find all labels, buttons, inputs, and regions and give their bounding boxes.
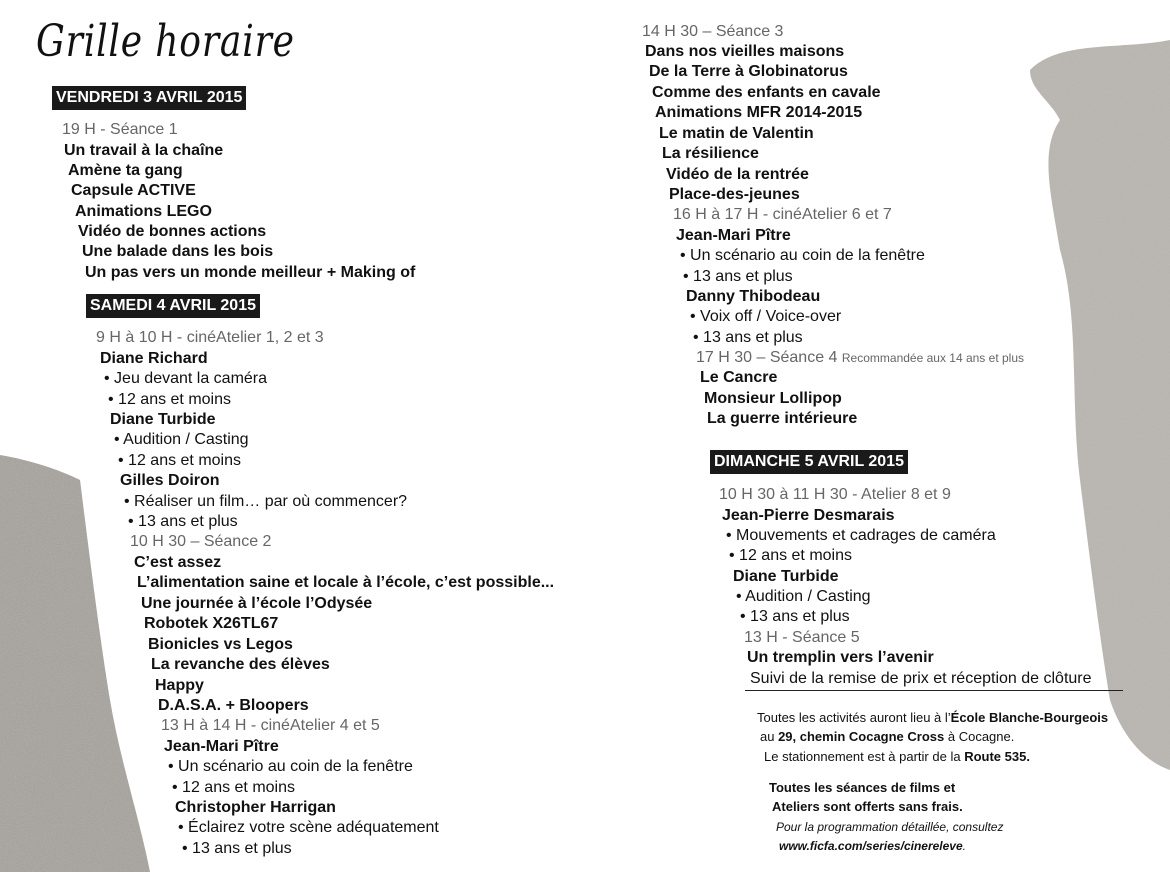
film-title: Dans nos vieilles maisons xyxy=(645,43,845,60)
address: 29, chemin Cocagne Cross xyxy=(778,729,945,744)
instructor-name: Diane Turbide xyxy=(110,411,216,428)
film-title: Vidéo de la rentrée xyxy=(666,166,809,183)
film-title: Place-des-jeunes xyxy=(669,186,800,203)
workshop-time: 16 H à 17 H - cinéAtelier 6 et 7 xyxy=(673,206,892,223)
film-title: C’est assez xyxy=(134,554,222,571)
instructor-name: Christopher Harrigan xyxy=(175,799,336,816)
session-time: 10 H 30 – Séance 2 xyxy=(130,533,272,550)
day-header-saturday: SAMEDI 4 AVRIL 2015 xyxy=(86,294,260,318)
free-line-1: Toutes les séances de films et xyxy=(769,780,956,795)
instructor-name: Jean-Mari Pître xyxy=(676,227,791,244)
film-title: La revanche des élèves xyxy=(151,656,330,673)
divider xyxy=(745,690,1123,691)
workshop-topic: • Audition / Casting xyxy=(736,587,871,607)
instructor-name: Jean-Pierre Desmarais xyxy=(722,507,895,524)
workshop-topic: • Jeu devant la caméra xyxy=(104,369,267,389)
workshop-time: 9 H à 10 H - cinéAtelier 1, 2 et 3 xyxy=(96,329,324,346)
address-prefix: au xyxy=(760,729,779,744)
film-title: Amène ta gang xyxy=(68,162,183,179)
film-title: Animations LEGO xyxy=(75,203,212,220)
session-time-row xyxy=(696,348,1024,368)
day-header-friday: VENDREDI 3 AVRIL 2015 xyxy=(52,86,246,110)
age-group: • 13 ans et plus xyxy=(740,607,850,627)
film-title: Bionicles vs Legos xyxy=(148,636,293,653)
website-period: . xyxy=(962,839,966,853)
parking-text: Le stationnement est à partir de la xyxy=(764,749,965,764)
session-time: 14 H 30 – Séance 3 xyxy=(642,23,784,40)
closing-note: Suivi de la remise de prix et réception de clôture xyxy=(750,670,1092,687)
program-note: Pour la programmation détaillée, consultez xyxy=(776,820,1004,834)
workshop-time: 10 H 30 à 11 H 30 - Atelier 8 et 9 xyxy=(719,486,951,503)
venue-line xyxy=(757,709,1108,726)
workshop-topic: • Mouvements et cadrages de caméra xyxy=(726,526,996,546)
film-title: Une balade dans les bois xyxy=(82,243,274,260)
age-group: • 13 ans et plus xyxy=(128,512,238,532)
film-title: Robotek X26TL67 xyxy=(144,615,279,632)
age-group: • 13 ans et plus xyxy=(683,267,793,287)
instructor-name: Jean-Mari Pître xyxy=(164,738,279,755)
film-title: Vidéo de bonnes actions xyxy=(78,223,267,240)
age-group: • 12 ans et moins xyxy=(729,546,852,566)
film-title: Un pas vers un monde meilleur + Making of xyxy=(85,264,416,281)
venue-text: Toutes les activités auront lieu à l’ xyxy=(757,710,951,725)
workshop-topic: • Éclairez votre scène adéquatement xyxy=(178,818,439,838)
film-title: Une journée à l’école l’Odysée xyxy=(141,595,373,612)
website-url[interactable]: www.ficfa.com/series/cinereleve xyxy=(779,839,963,853)
session-time: 13 H - Séance 5 xyxy=(744,629,860,646)
age-group: • 13 ans et plus xyxy=(693,328,803,348)
film-title: Un tremplin vers l’avenir xyxy=(747,649,934,666)
workshop-time: 13 H à 14 H - cinéAtelier 4 et 5 xyxy=(161,717,380,734)
film-title: La guerre intérieure xyxy=(707,410,858,427)
film-title: Happy xyxy=(155,677,204,694)
age-group: • 12 ans et moins xyxy=(108,390,231,410)
film-title: D.A.S.A. + Bloopers xyxy=(158,697,309,714)
address-suffix: à Cocagne. xyxy=(944,729,1015,744)
instructor-name: Gilles Doiron xyxy=(120,472,220,489)
film-title: Comme des enfants en cavale xyxy=(652,84,881,101)
film-title: La résilience xyxy=(662,145,759,162)
website-line xyxy=(779,838,966,855)
film-title: Le Cancre xyxy=(700,369,778,386)
film-title: De la Terre à Globinatorus xyxy=(649,63,848,80)
film-title: Le matin de Valentin xyxy=(659,125,814,142)
film-title: Animations MFR 2014-2015 xyxy=(655,104,863,121)
page-title: Grille horaire xyxy=(36,16,295,67)
workshop-topic: • Un scénario au coin de la fenêtre xyxy=(168,757,413,777)
parking-line xyxy=(764,748,1030,765)
instructor-name: Diane Turbide xyxy=(733,568,839,585)
age-group: • 12 ans et moins xyxy=(118,451,241,471)
film-title: Un travail à la chaîne xyxy=(64,142,224,159)
session-time: 17 H 30 – Séance 4 xyxy=(696,349,838,366)
age-group: • 13 ans et plus xyxy=(182,839,292,859)
free-line-2: Ateliers sont offerts sans frais. xyxy=(772,799,963,814)
film-title: L’alimentation saine et locale à l’école, c’est possible... xyxy=(137,574,555,591)
day-header-sunday: DIMANCHE 5 AVRIL 2015 xyxy=(710,450,908,474)
workshop-topic: • Voix off / Voice-over xyxy=(690,307,841,327)
workshop-topic: • Un scénario au coin de la fenêtre xyxy=(680,246,925,266)
session-note: Recommandée aux 14 ans et plus xyxy=(841,351,1024,365)
session-time: 19 H - Séance 1 xyxy=(62,121,178,138)
age-group: • 12 ans et moins xyxy=(172,778,295,798)
instructor-name: Danny Thibodeau xyxy=(686,288,821,305)
venue-name: École Blanche-Bourgeois xyxy=(950,710,1109,725)
film-title: Capsule ACTIVE xyxy=(71,182,196,199)
parking-route: Route 535. xyxy=(964,749,1030,764)
film-title: Monsieur Lollipop xyxy=(704,390,842,407)
workshop-topic: • Réaliser un film… par où commencer? xyxy=(124,492,407,512)
address-line xyxy=(760,728,1014,745)
workshop-topic: • Audition / Casting xyxy=(114,430,249,450)
instructor-name: Diane Richard xyxy=(100,350,208,367)
